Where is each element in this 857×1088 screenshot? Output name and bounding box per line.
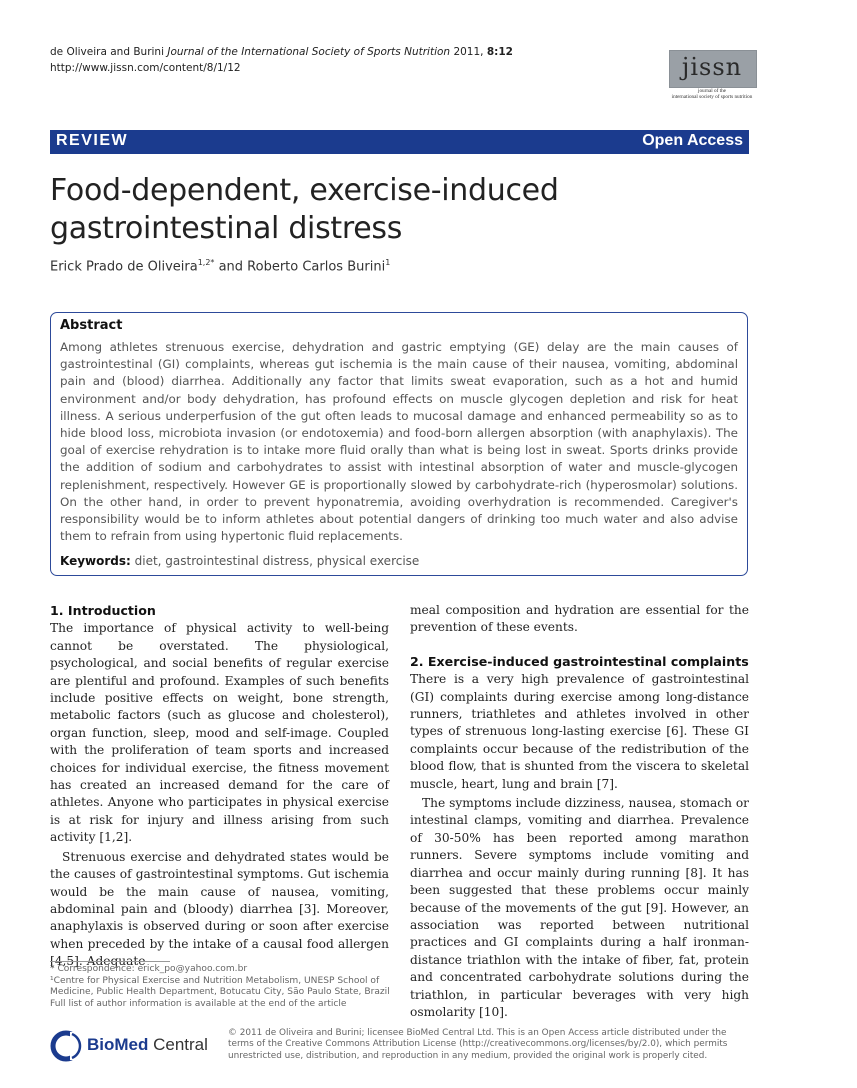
footnote-rule [50,961,170,962]
publisher-name [87,1035,208,1055]
logo-subtitle-1: journal of the [698,88,726,94]
abstract-box [50,312,748,576]
section-1-paragraph-2: Strenuous exercise and dehydrated states would be the causes of gastrointestinal symptoms. Gut ischemia would be the main cause of nausea, vomiting, abdominal pain and (bloody) diarrhea [3]. Moreover, anaphylaxis is observed during or soon after exercise when preceded by the intake of a causal food allergen [4,5]. Adequate [50,849,389,969]
citation-page: :12 [494,46,513,58]
affiliation: ¹Centre for Physical Exercise and Nutrition Metabolism, UNESP School of Medicine, Public Health Department, Botucatu City, São Paulo State, Brazil [50,975,390,998]
article-type-band [50,130,749,154]
keywords [60,554,419,568]
article-title [50,172,750,248]
correspondence: * Correspondence: erick_po@yahoo.com.br [50,964,248,974]
publisher-name-rest: Central [148,1035,208,1054]
citation-header [50,44,513,76]
author-info-note: Full list of author information is available at the end of the article [50,998,347,1009]
open-access-label: Open Access [642,132,743,149]
biomed-central-icon [50,1030,84,1062]
author-1: Erick Prado de Oliveira [50,259,198,275]
left-column [50,602,389,971]
author-list [50,258,390,274]
title-line-2: gastrointestinal distress [50,211,403,246]
footnotes [50,964,390,1010]
biomed-central-logo [50,1030,240,1062]
keywords-list: diet, gastrointestinal distress, physical exercise [130,554,420,568]
copyright-notice: © 2011 de Oliveira and Burini; licensee BioMed Central Ltd. This is an Open Access article distributed under the terms of the Creative Commons Attribution License (http://creativecommons.org/licenses/by/2.0), which permits unrestricted use, distribution, and reproduction in any medium, provided the original work is properly cited. [228,1028,728,1061]
journal-name: Journal of the International Society of Sports Nutrition [167,46,451,58]
author-2: Roberto Carlos Burini [247,259,386,275]
citation-authors: de Oliveira and Burini [50,46,164,58]
section-2-paragraph-2: The symptoms include dizziness, nausea, stomach or intestinal clamps, vomiting and diarrhea. Prevalence of 30-50% has been reported among marathon runners. Severe symptoms include vomiting and diarrhea and occur mainly during running [8]. It has been suggested that these problems occur mainly because of the movements of the gut [9]. However, an association was reported between nutritional practices and GI complaints during a half ironman-distance triathlon with the intake of fiber, fat, protein and concentrated carbohydrate solutions during the triathlon, in particular beverages with very high osmolarity [10]. [410,796,749,1019]
section-1-paragraph-2-continued: meal composition and hydration are essential for the prevention of these events. [410,603,749,635]
citation-issue: 8 [486,46,495,58]
publisher-name-bold: BioMed [87,1035,149,1054]
citation-line [50,44,513,60]
section-2-heading: 2. Exercise-induced gastrointestinal complaints [410,653,749,669]
citation-year: 2011, [453,46,484,58]
author-conjunction: and [214,259,248,275]
author-2-affil: 1 [385,258,391,267]
section-2-paragraph-1: There is a very high prevalence of gastrointestinal (GI) complaints during exercise among long-distance runners, triathletes and athletes involved in other types of strenuous long-lasting exercise [6]. These GI complaints occur because of the redistribution of the blood flow, that is shunted from the viscera to skeletal muscle, heart, lung and brain [7]. [410,672,749,791]
title-line-1: Food-dependent, exercise-induced [50,173,559,208]
abstract-text: Among athletes strenuous exercise, dehydration and gastric emptying (GE) delay are the main causes of gastrointestinal (GI) complaints, whereas gut ischemia is the main cause of their nausea, vomiting, abdominal pain and (blood) diarrhea. Additionally any factor that limits sweat evaporation, such as a hot and humid environment and/or body dehydration, has profound effects on muscle glycogen depletion and risk for heat illness. A serious underperfusion of the gut often leads to mucosal damage and enhanced permeability so as to hide blood loss, microbiota invasion (or endotoxemia) and food-born allergen absorption (with anaphylaxis). The goal of exercise rehydration is to intake more fluid orally than what is being lost in sweat. Sports drinks provide the addition of sodium and carbohydrates to assist with intestinal absorption of water and muscle-glycogen replenishment, respectively. However GE is proportionally slowed by carbohydrate-rich (hyperosmolar) solutions. On the other hand, in order to prevent hyponatremia, avoiding overhydration is recommended. Caregiver's responsibility would be to inform athletes about potential dangers of drinking too much water and also advise them to refrain from using hypertonic fluid replacements. [60,340,738,544]
keywords-label: Keywords: [60,554,131,568]
logo-wordmark: jissn [681,53,743,81]
jissn-logo [669,50,755,102]
logo-subtitle [669,88,755,100]
right-column [410,602,749,1021]
logo-subtitle-2: international society of sports nutrition [671,94,753,100]
section-1-heading: 1. Introduction [50,603,156,618]
section-1-paragraph-1: The importance of physical activity to well-being cannot be overstated. The physiological, psychological, and social benefits of regular exercise are plentiful and profound. Examples of such benefits include positive effects on weight, bone strength, metabolic factors (such as glucose and cholesterol), organ function, sleep, mood and self-image. Coupled with the proliferation of team sports and increased choices for individual exercise, the fitness movement has created an increased demand for the care of athletes. Anyone who participates in physical exercise is at risk for injury and illness arising from such activity [1,2]. [50,621,389,845]
author-1-affil: 1,2* [197,258,215,267]
abstract-heading: Abstract [60,318,123,333]
article-type-label: REVIEW [56,132,129,149]
article-url[interactable]: http://www.jissn.com/content/8/1/12 [50,62,241,74]
